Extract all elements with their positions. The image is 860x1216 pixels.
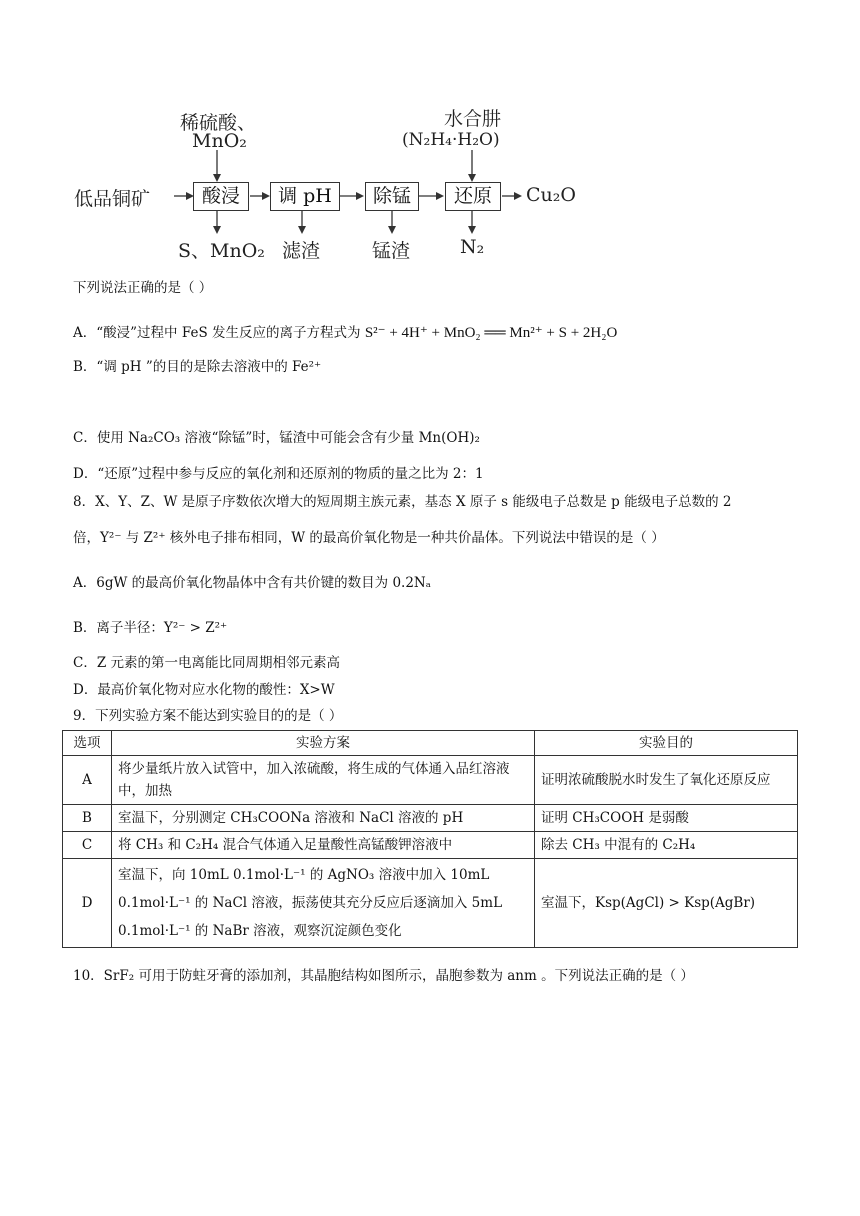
- q8-option-b: B．离子半径：Y²⁻ > Z²⁺: [73, 620, 228, 636]
- header-goal: 实验目的: [535, 731, 798, 756]
- q7-option-a: [73, 323, 617, 343]
- row-c-plan: 将 CH₃ 和 C₂H₄ 混合气体通入足量酸性高锰酸钾溶液中: [112, 832, 535, 859]
- q7-stem: 下列说法正确的是（ ）: [73, 280, 213, 296]
- q8-stem-line2: 倍，Y²⁻ 与 Z²⁺ 核外电子排布相同，W 的最高价氧化物是一种共价晶体。下列说法中错误的是（ ）: [73, 530, 665, 546]
- q8-option-c: C．Z 元素的第一电离能比同周期相邻元素高: [73, 655, 341, 671]
- process-flow-diagram: [72, 98, 592, 268]
- input-hydrazine-label: 水合肼: [444, 108, 502, 130]
- product-label: Cu₂O: [526, 184, 576, 206]
- row-a-option: A: [63, 756, 112, 805]
- q9-stem: 9．下列实验方案不能达到实验目的的是（ ）: [73, 708, 343, 724]
- row-c-goal: 除去 CH₃ 中混有的 C₂H₄: [535, 832, 798, 859]
- q8-option-a: A．6gW 的最高价氧化物晶体中含有共价键的数目为 0.2Nₐ: [73, 575, 431, 591]
- q7-option-a-equation: S²⁻ + 4H⁺ + MnO₂ ══ Mn²⁺ + S + 2H₂O: [364, 325, 618, 341]
- table-row: [63, 805, 798, 832]
- row-d-plan: 室温下，向 10mL 0.1mol·L⁻¹ 的 AgNO₃ 溶液中加入 10mL 0.1mol·L⁻¹ 的 NaCl 溶液，振荡使其充分反应后逐滴加入 5mL 0.1mol·L⁻¹ 的 NaBr 溶液，观察沉淀颜色变化: [112, 859, 535, 948]
- table-row: [63, 859, 798, 948]
- header-plan: 实验方案: [112, 731, 535, 756]
- input-mno2-label: MnO₂: [192, 130, 247, 152]
- row-c-option: C: [63, 832, 112, 859]
- output-n2: N₂: [460, 236, 485, 258]
- step-adjust-ph: 调 pH: [270, 182, 340, 211]
- q8-option-d: D．最高价氧化物对应水化物的酸性：X>W: [73, 682, 335, 698]
- step-reduce: 还原: [445, 182, 501, 211]
- row-d-option: D: [63, 859, 112, 948]
- q9-table: [62, 730, 798, 948]
- input-hydrazine-formula: (N₂H₄·H₂O): [402, 130, 500, 150]
- q8-stem-line1: 8．X、Y、Z、W 是原子序数依次增大的短周期主族元素，基态 X 原子 s 能级电子总数是 p 能级电子总数的 2: [73, 494, 732, 510]
- row-b-goal: 证明 CH₃COOH 是弱酸: [535, 805, 798, 832]
- output-s-mno2: S、MnO₂: [178, 240, 265, 262]
- output-mn-residue: 锰渣: [372, 240, 411, 262]
- output-residue: 滤渣: [282, 240, 321, 262]
- header-option: 选项: [63, 731, 112, 756]
- q10-stem: 10．SrF₂ 可用于防蛀牙膏的添加剂，其晶胞结构如图所示，晶胞参数为 anm 。下列说法正确的是（ ）: [73, 968, 694, 984]
- row-d-goal: 室温下，Ksp(AgCl) > Ksp(AgBr): [535, 859, 798, 948]
- row-a-plan: 将少量纸片放入试管中，加入浓硫酸，将生成的气体通入品红溶液中，加热: [112, 756, 535, 805]
- input-acid-label: 稀硫酸、: [180, 112, 257, 134]
- q7-option-a-text: A．“酸浸”过程中 FeS 发生反应的离子方程式为: [73, 325, 361, 341]
- q7-option-c: C．使用 Na₂CO₃ 溶液“除锰”时，锰渣中可能会含有少量 Mn(OH)₂: [73, 430, 480, 446]
- step-acid-leach: 酸浸: [193, 182, 249, 211]
- table-row: [63, 832, 798, 859]
- start-material-label: 低品铜矿: [74, 188, 151, 210]
- row-b-plan: 室温下，分别测定 CH₃COONa 溶液和 NaCl 溶液的 pH: [112, 805, 535, 832]
- q7-option-d: D．“还原”过程中参与反应的氧化剂和还原剂的物质的量之比为 2：1: [73, 466, 484, 482]
- table-row: [63, 756, 798, 805]
- row-b-option: B: [63, 805, 112, 832]
- q7-option-b: B．“调 pH ”的目的是除去溶液中的 Fe²⁺: [73, 359, 322, 375]
- row-a-goal: 证明浓硫酸脱水时发生了氧化还原反应: [535, 756, 798, 805]
- step-remove-mn: 除锰: [365, 182, 419, 211]
- table-header-row: [63, 731, 798, 756]
